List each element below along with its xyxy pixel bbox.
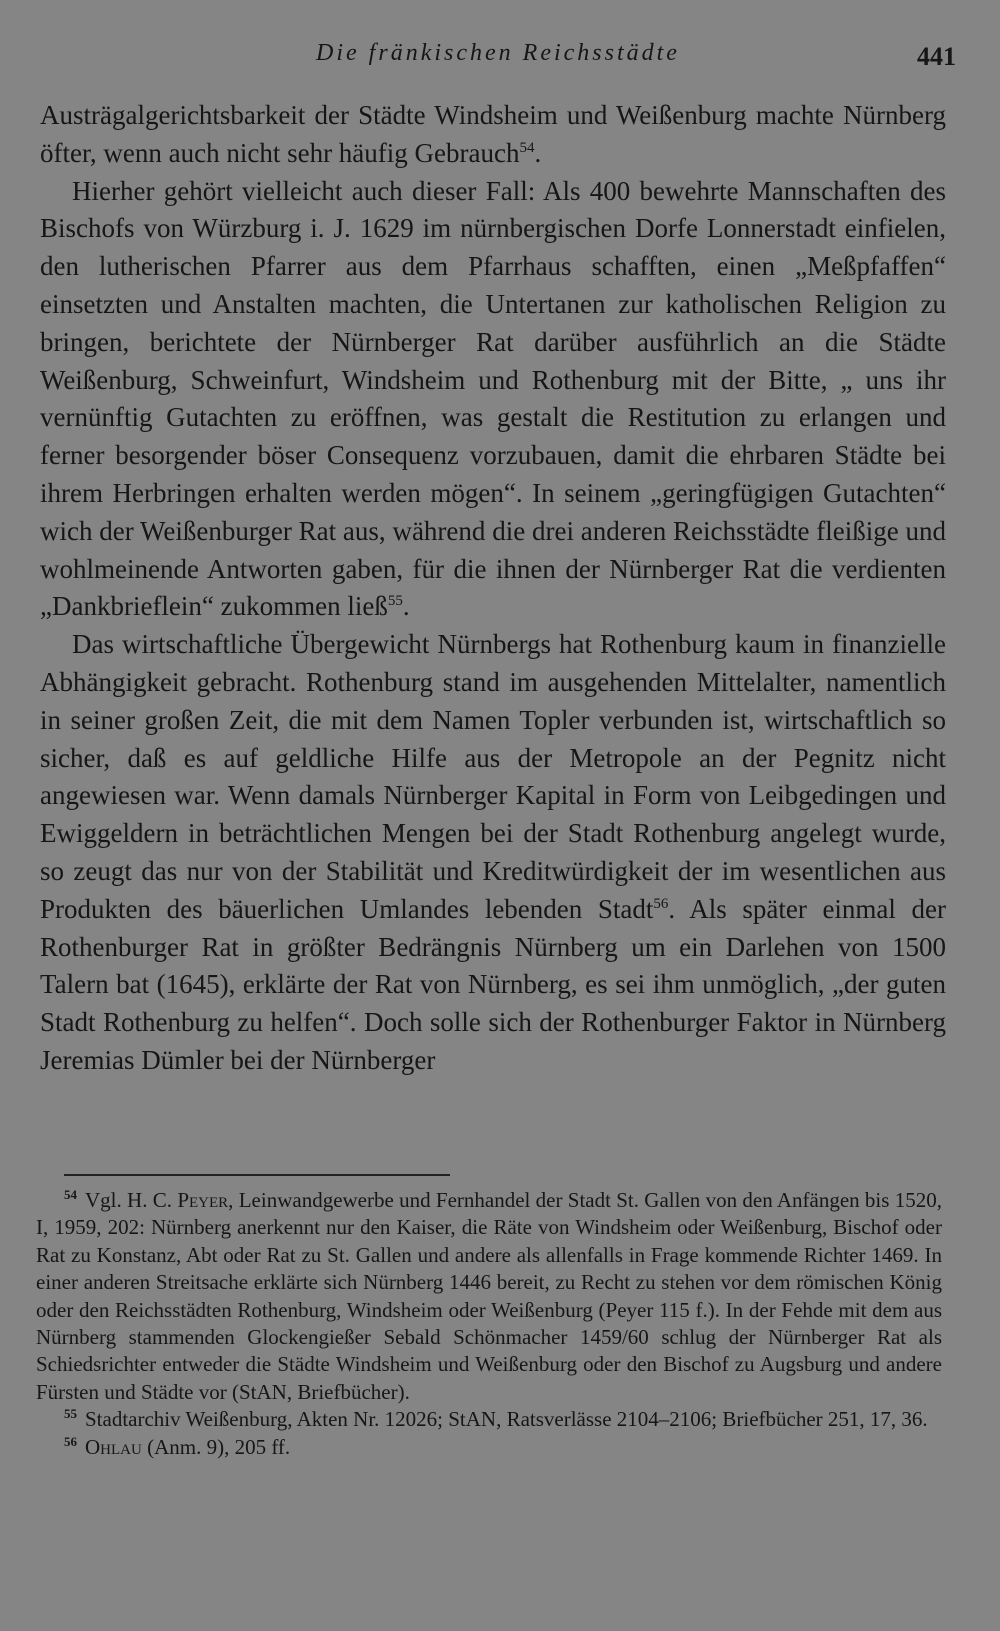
paragraph: Hierher gehört vielleicht auch dieser Fall: Als 400 bewehrte Mannschaften des Bischofs von Würzburg i. J. 1629 im nürnbergischen Dorfe Lonnerstadt einfielen, den lutherischen Pfarrer aus dem Pfarrhaus schafften, einen „Meßpfaffen“ einsetzten und Anstalten machten, die Untertanen zur katholischen Religion zu bringen, berichtete der Nürnberger Rat darüber ausführlich an die Städte Weißenburg, Schweinfurt, Windsheim und Rothenburg mit der Bitte, „ uns ihr vernünftig Gutachten zu eröffnen, was gestalt die Restitution zu erlangen und ferner besorgender böser Consequenz vorzubauen, damit die ehrbaren Städte bei ihrem Herbringen erhalten werden mögen“. In seinem „geringfügigen Gutachten“ wich der Weißenburger Rat aus, während die drei anderen Reichsstädte fleißige und wohlmeinende Antworten gaben, für die ihnen der Nürnberger Rat die verdienten „Dankbrieflein“ zukommen ließ$^{55}$. [40,175,946,622]
footnote-reference: 55 [387,593,403,610]
footnote-number: 56 [64,1433,77,1449]
footnote: $^{55}$ Stadtarchiv Weißenburg, Akten Nr. 12026; StAN, Ratsverlässe 2104–2106; Briefbücher 251, 17, 36. [64,1406,928,1432]
footnote-separator [64,1174,450,1176]
page-header [40,40,956,80]
footnote-reference: 54 [519,139,535,156]
footnotes [36,1187,942,1461]
running-title: Die fränkischen Reichsstädte [316,40,680,66]
author-name: Peyer [177,1188,229,1212]
paragraph: Das wirtschaftliche Übergewicht Nürnbergs hat Rothenburg kaum in finanzielle Abhängigkeit gebracht. Rothenburg stand im ausgehenden Mittelalter, namentlich in seiner großen Zeit, die mit dem Namen Topler verbunden ist, wirtschaftlich so sicher, daß es auf geldliche Hilfe aus der Metropole an der Pegnitz nicht angewiesen war. Wenn damals Nürnberger Kapital in Form von Leibgedingen und Ewiggeldern in beträchtlichen Mengen bei der Stadt Rothenburg angelegt wurde, so zeugt das nur von der Stabilität und Kreditwürdigkeit der im wesentlichen aus Produkten des bäuerlichen Umlandes lebenden Stadt$^{56}$. Als später einmal der Rothenburger Rat in größter Bedrängnis Nürnberg um ein Darlehen von 1500 Talern bat (1645), erklärte der Rat von Nürnberg, es sei ihm unmöglich, „der guten Stadt Rothenburg zu helfen“. Doch solle sich der Rothenburger Faktor in Nürnberg Jeremias Dümler bei der Nürnberger [40,629,946,1075]
footnote: $^{56}$ Ohlau (Anm. 9), 205 ff. [64,1433,291,1459]
footnote-number: 55 [64,1406,77,1422]
footnote: $^{54}$ Vgl. H. C. Peyer, Leinwandgewerbe und Fernhandel der Stadt St. Gallen von den Anfängen bis 1520, I, 1959, 202: Nürnberg anerkennt nur den Kaiser, die Räte von Windsheim oder Weißenburg, Bischof oder Rat zu Konstanz, Abt oder Rat zu St. Gallen und andere als allenfalls in Frage kommende Richter 1469. In einer anderen Streitsache erklärte sich Nürnberg 1446 bereit, zu Recht zu stehen vor dem römischen König oder den Reichsstädten Rothenburg, Windsheim oder Weißenburg (Peyer 115 f.). In der Fehde mit dem aus Nürnberg stammenden Glockengießer Sebald Schönmacher 1459/60 schlug der Nürnberger Rat als Schiedsrichter entweder die Städte Windsheim und Weißenburg oder den Bischof zu Augsburg und andere Fürsten und Städte vor (StAN, Briefbücher). [36,1187,942,1404]
footnote-reference: 56 [653,895,669,912]
footnote-number: 54 [64,1187,77,1202]
page-number: 441 [917,42,956,71]
paragraph: Austrägalgerichtsbarkeit der Städte Windsheim und Weißenburg machte Nürnberg öfter, wenn auch nicht sehr häufig Gebrauch$^{54}$. [40,100,946,168]
body-text [40,97,946,1080]
author-name: Ohlau [85,1434,142,1459]
